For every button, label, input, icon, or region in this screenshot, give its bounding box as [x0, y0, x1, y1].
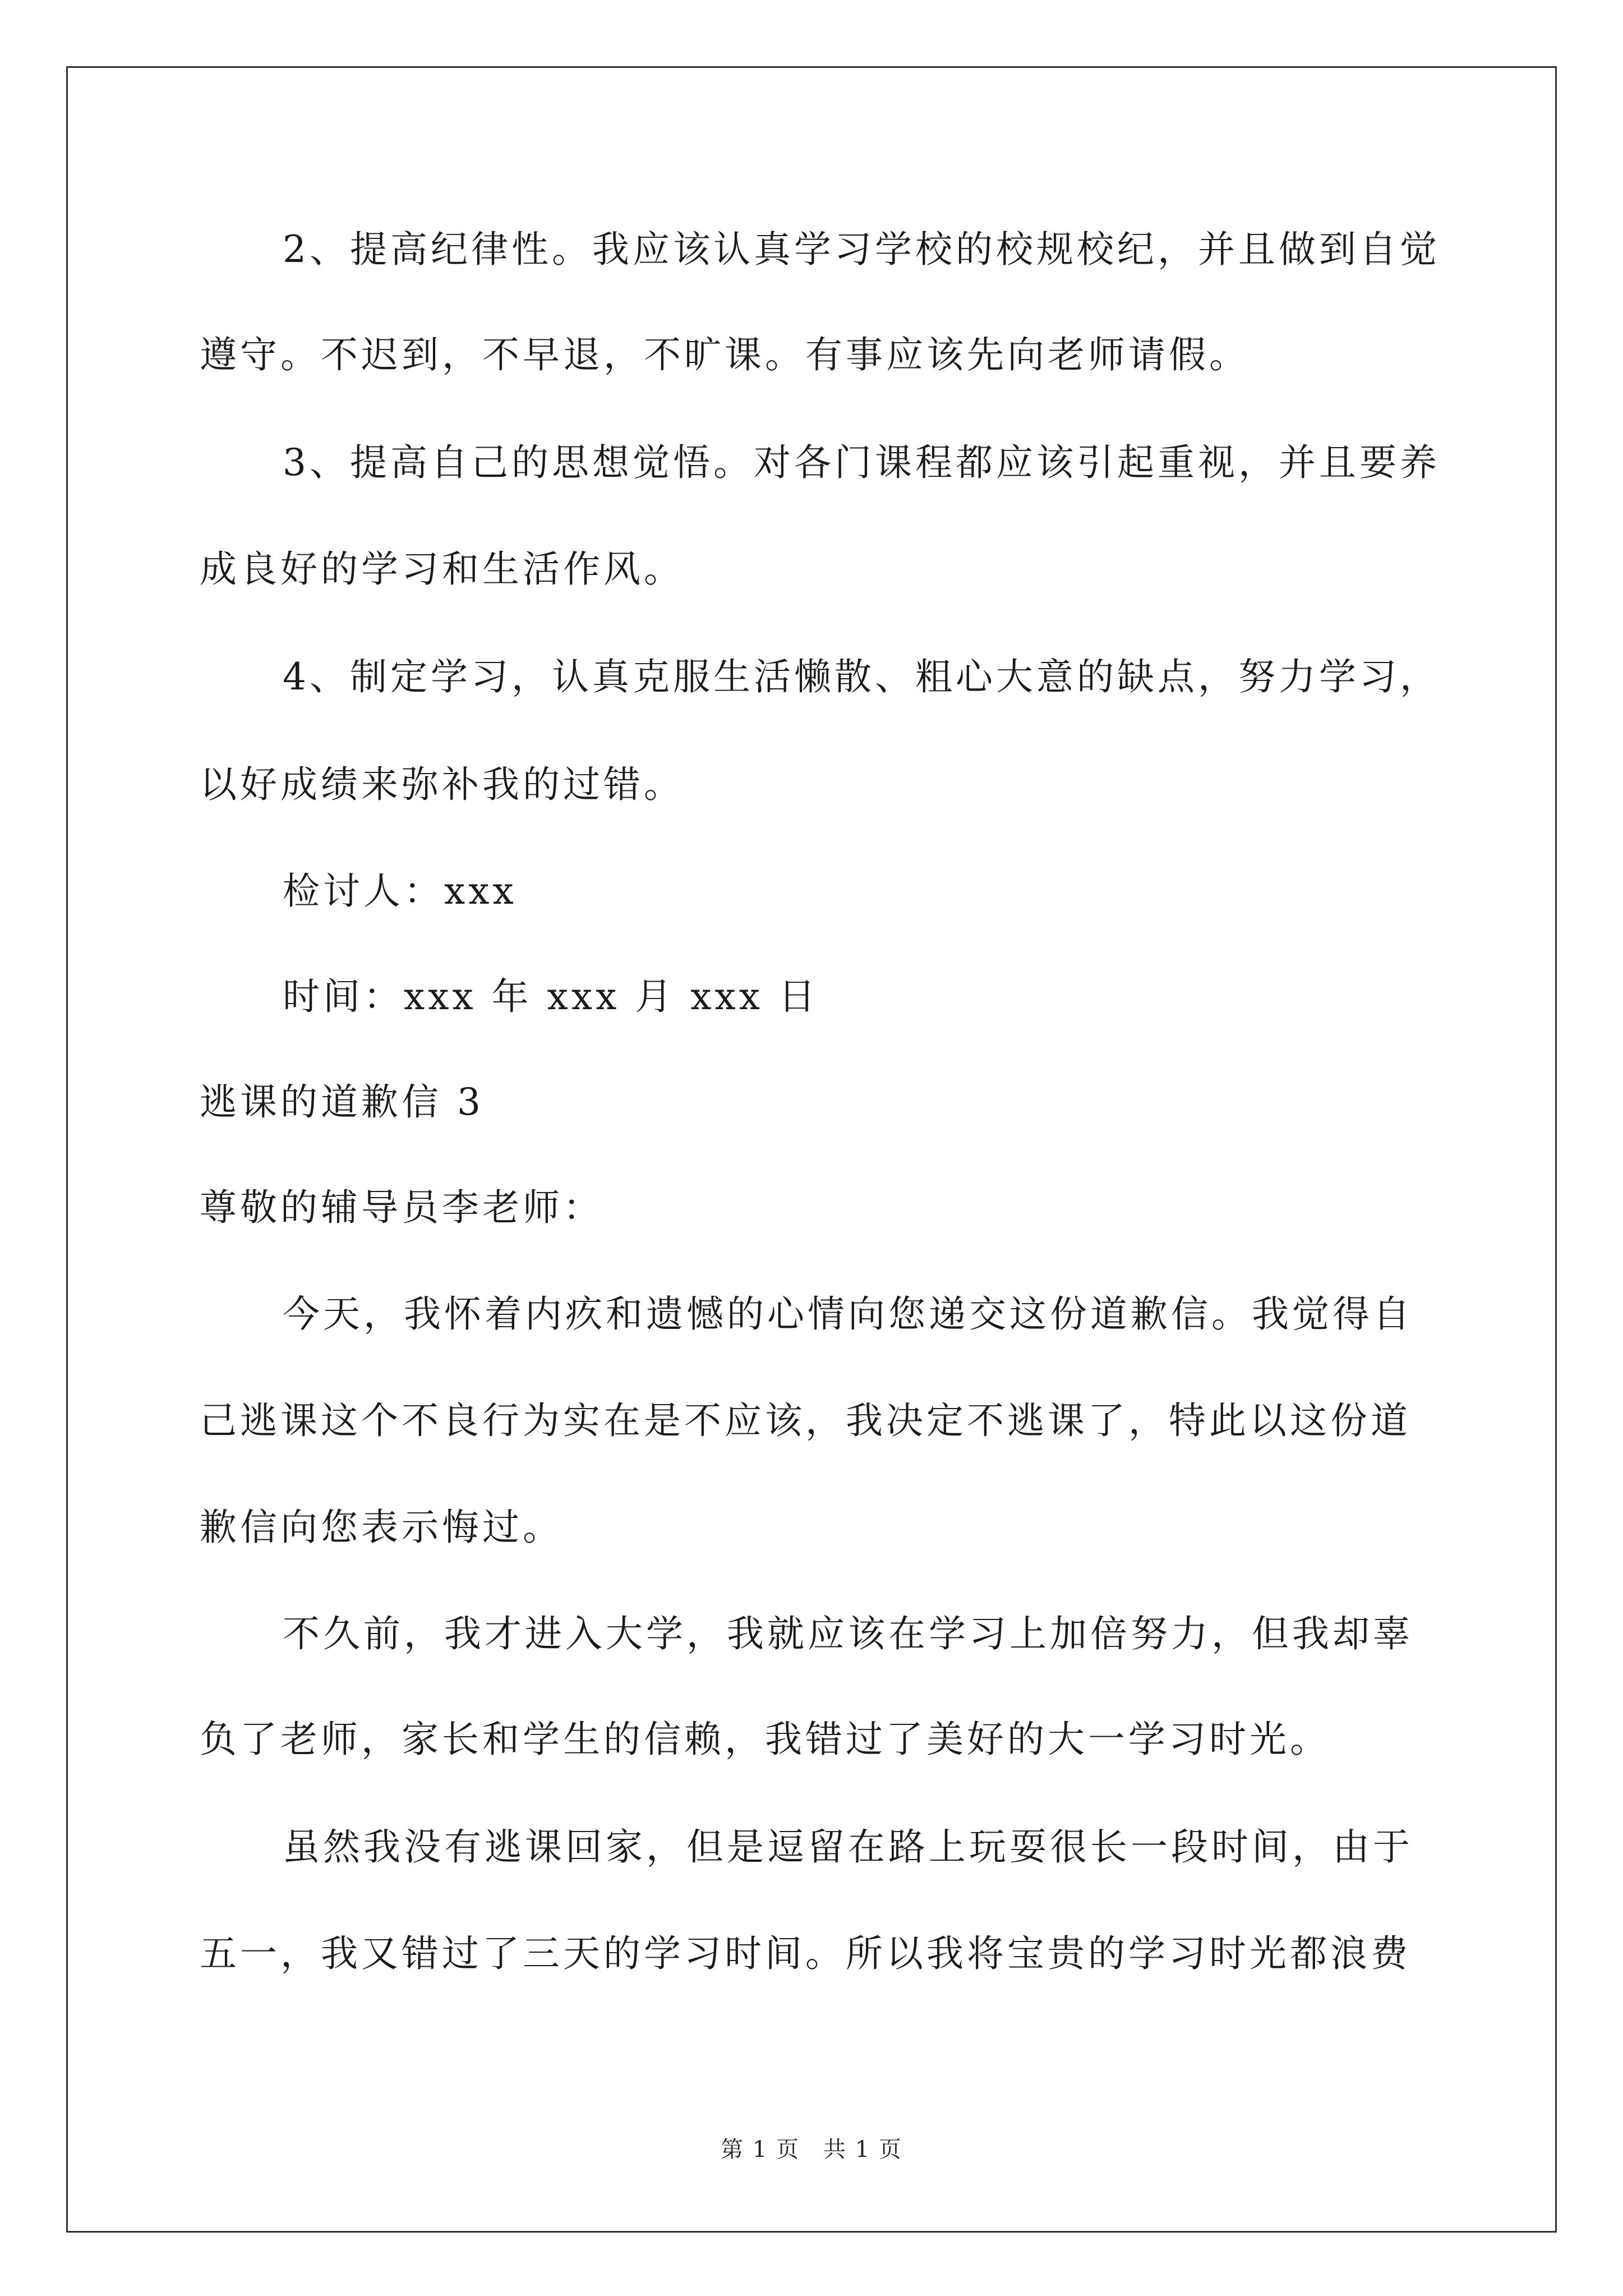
page-border: [66, 66, 1557, 2233]
salutation: 尊敬的辅导员李老师：: [200, 1186, 603, 1229]
paragraph-line: 3、提高自己的思想觉悟。对各门课程都应该引起重视，并且要养: [283, 441, 1440, 484]
signer-line: 检讨人：xxx: [283, 869, 517, 913]
paragraph-line: 4、制定学习，认真克服生活懒散、粗心大意的缺点，努力学习，: [283, 655, 1440, 698]
paragraph-line: 不久前，我才进入大学，我就应该在学习上加倍努力，但我却辜: [283, 1612, 1413, 1655]
page-number: 第 1 页 共 1 页: [721, 2137, 902, 2162]
paragraph-line: 虽然我没有逃课回家，但是逗留在路上玩耍很长一段时间，由于: [283, 1825, 1413, 1869]
paragraph-line: 遵守。不迟到，不早退，不旷课。有事应该先向老师请假。: [200, 333, 1249, 376]
date-line: 时间：xxx 年 xxx 月 xxx 日: [283, 975, 819, 1018]
paragraph-line: 己逃课这个不良行为实在是不应该，我决定不逃课了，特此以这份道: [200, 1399, 1411, 1442]
paragraph-line: 今天，我怀着内疚和遗憾的心情向您递交这份道歉信。我觉得自: [283, 1292, 1413, 1336]
paragraph-line: 2、提高纪律性。我应该认真学习学校的校规校纪，并且做到自觉: [283, 228, 1440, 271]
paragraph-line: 五一，我又错过了三天的学习时间。所以我将宝贵的学习时光都浪费: [200, 1932, 1411, 1975]
section-title: 逃课的道歉信 3: [200, 1080, 484, 1124]
paragraph-line: 歉信向您表示悔过。: [200, 1506, 563, 1549]
paragraph-line: 负了老师，家长和学生的信赖，我错过了美好的大一学习时光。: [200, 1718, 1330, 1761]
paragraph-line: 以好成绩来弥补我的过错。: [200, 763, 684, 806]
paragraph-line: 成良好的学习和生活作风。: [200, 547, 684, 591]
